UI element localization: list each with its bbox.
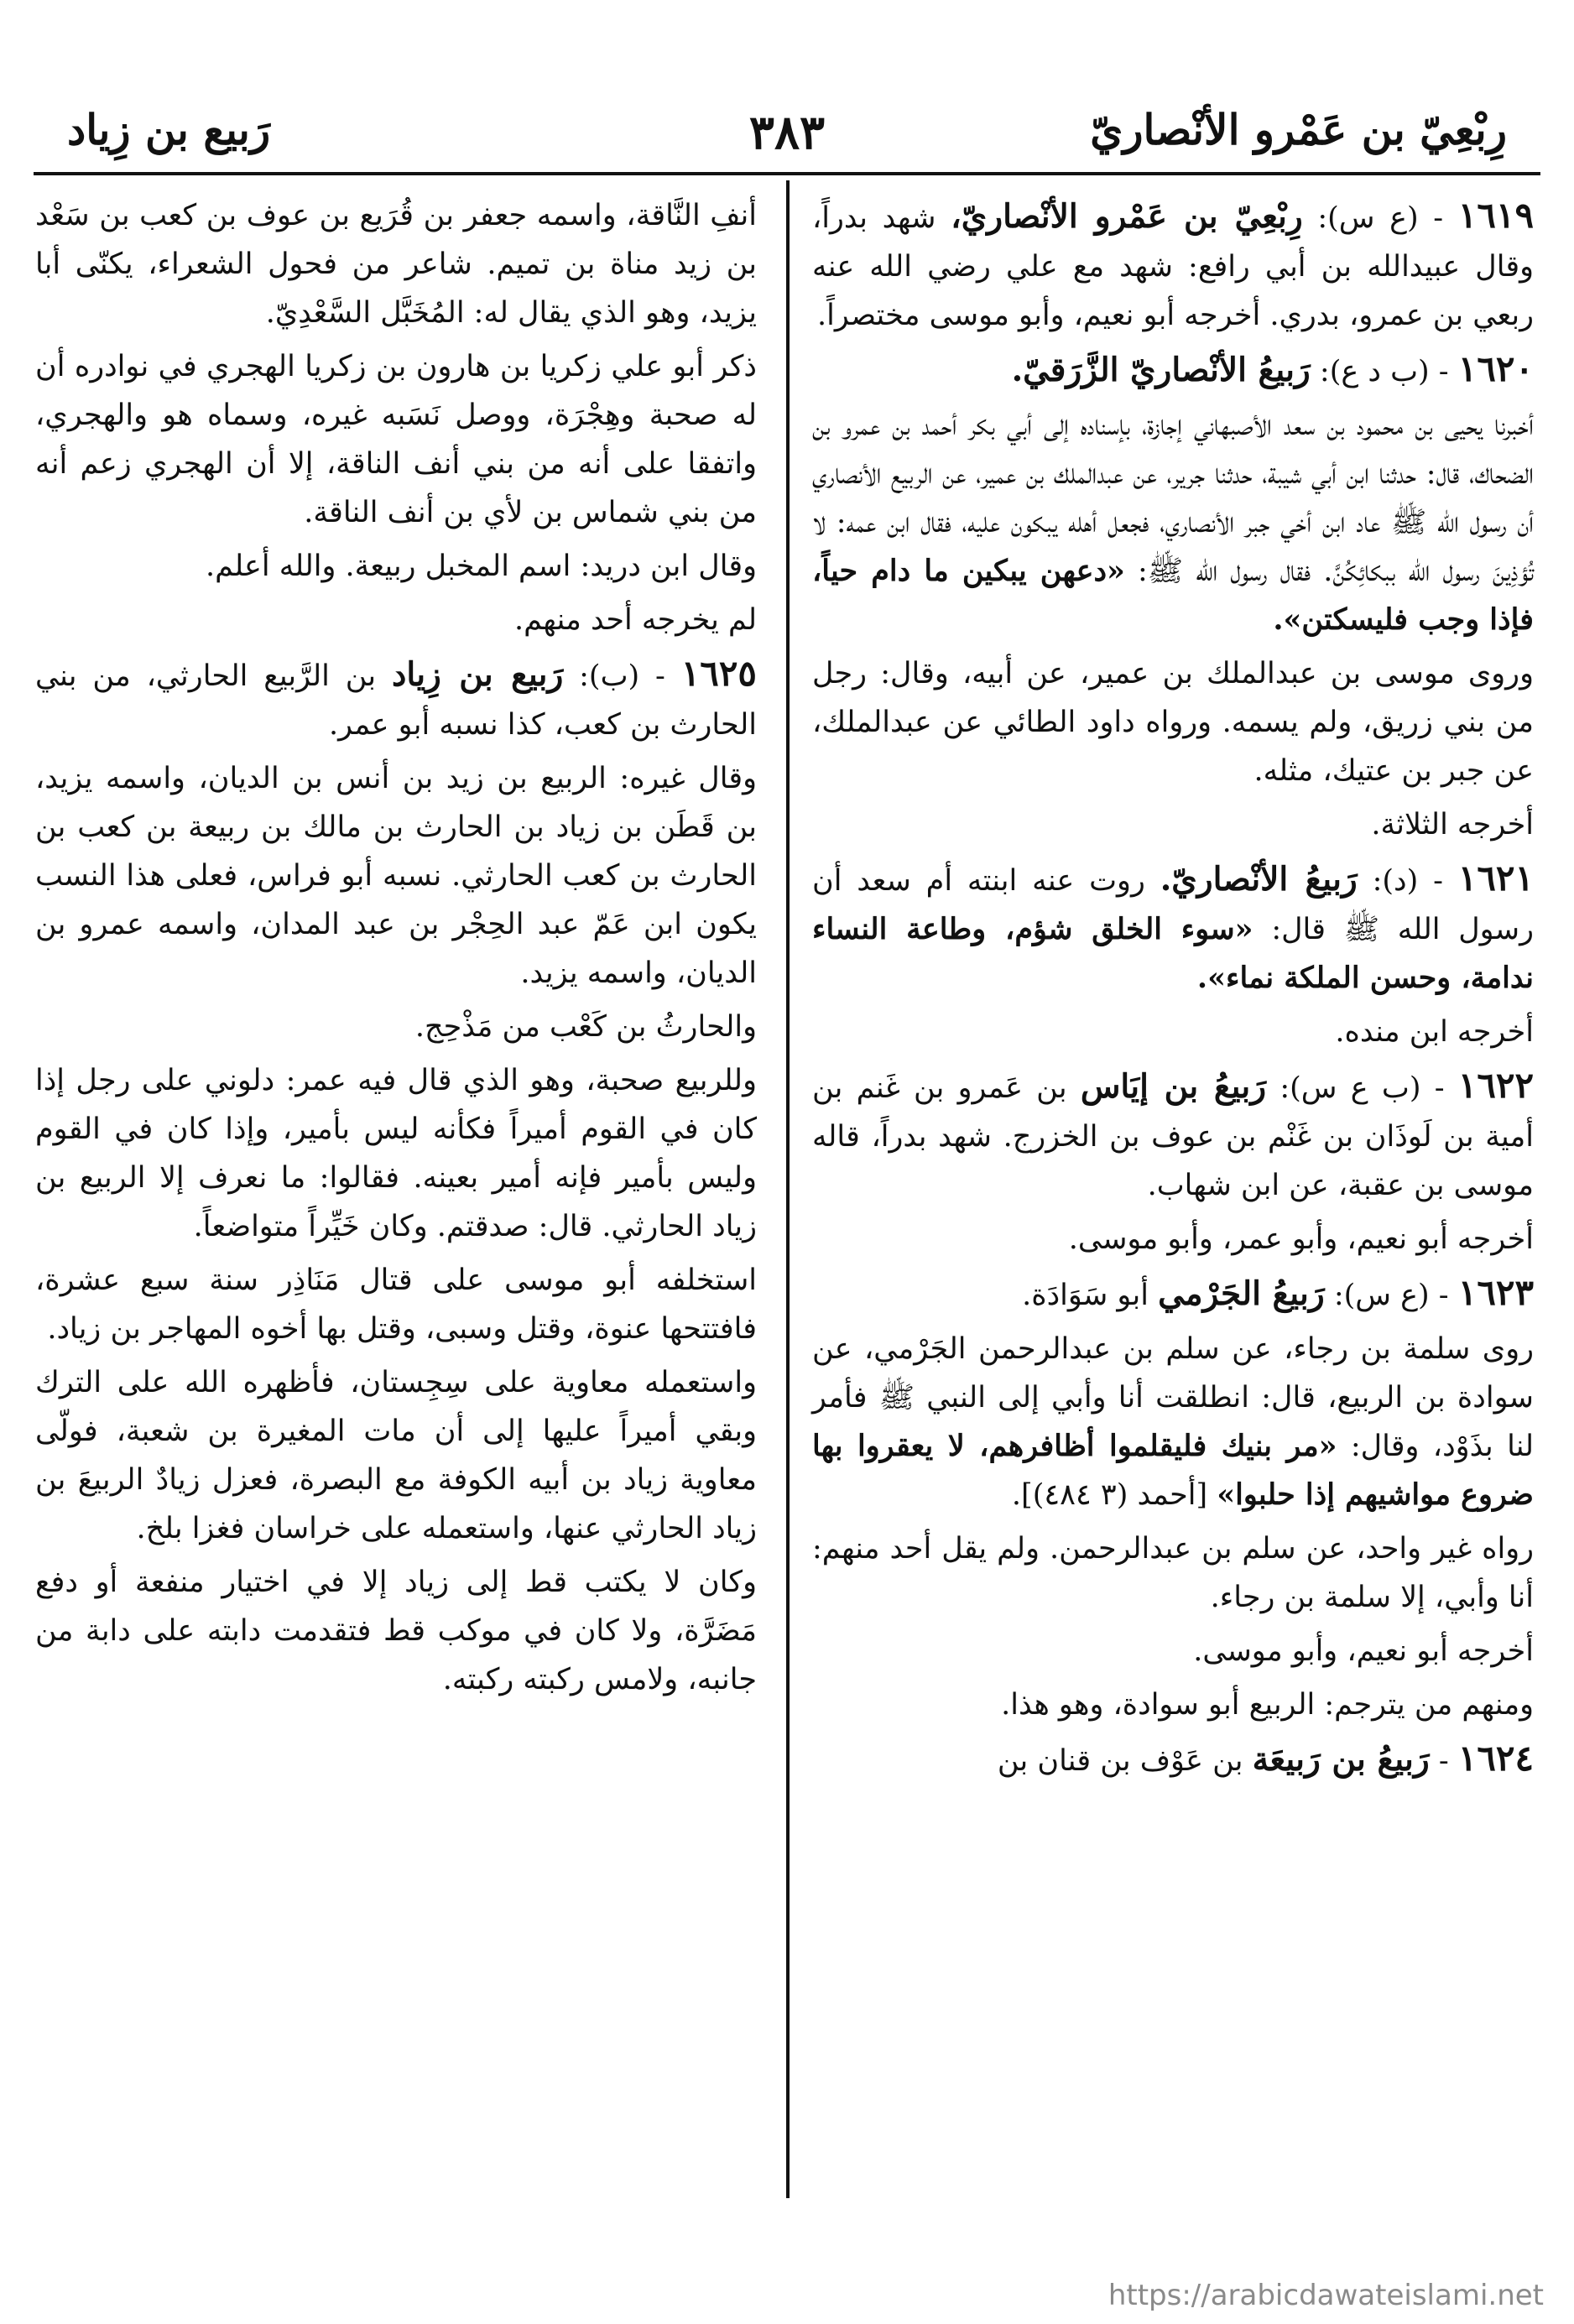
- right-column: [812, 191, 1534, 1790]
- entry-1623: [812, 1269, 1534, 1320]
- paragraph: [35, 342, 757, 537]
- entry-1622: [812, 1061, 1534, 1210]
- paragraph-text: أخرجه أبو نعيم، وأبو موسى.: [1193, 1634, 1534, 1668]
- entry-source-codes: - (ب د ع):: [1310, 355, 1458, 388]
- entry-text: شهد بدراً، وقال عبيدالله بن أبي رافع: شهد مع علي رضي الله عنه ربعي بن عمرو، بدري. أخرجه أبو نعيم، وأبو موسى مختصراً.: [812, 201, 1534, 332]
- entry-number: ١٦٢٥: [680, 653, 757, 694]
- entry-name: رَبيعُ الأنْصاريّ.: [1160, 860, 1358, 899]
- left-column: [35, 191, 757, 1709]
- paragraph-text: أنفِ النَّاقة، واسمه جعفر بن قُرَيع بن عوف بن كعب بن سَعْد بن زيد مناة بن تميم. شاعر من فحول الشعراء، يكنّى أبا يزيد، وهو الذي يقال له: المُخَبَّل السَّعْدِيّ.: [35, 199, 757, 330]
- paragraph-text: وكان لا يكتب قط إلى زياد إلا في اختيار منفعة أو دفع مَضَرَّة، ولا كان في موكب قط فتقدمت دابته على دابة من جانبه، ولامس ركبته ركبته.: [35, 1566, 757, 1696]
- paragraph: [812, 649, 1534, 795]
- entry-number: ١٦٢١: [1457, 857, 1534, 899]
- paragraph-text: وقال ابن دريد: اسم المخبل ربيعة. والله أعلم.: [206, 550, 757, 583]
- paragraph: [35, 1003, 757, 1051]
- entry-source-codes: - (ب ع س):: [1266, 1071, 1458, 1105]
- running-title-left: رَبيع بن زِياد: [67, 105, 271, 154]
- paragraph-text: ومنهم من يترجم: الربيع أبو سوادة، وهو هذا.: [1001, 1688, 1534, 1722]
- entry-source-codes: -: [1429, 1744, 1458, 1778]
- paragraph: [812, 1524, 1534, 1622]
- entry-number: ١٦٢٤: [1457, 1738, 1534, 1779]
- paragraph-text: واستعمله معاوية على سِجِستان، فأظهره الله على الترك وبقي أميراً عليها إلى أن مات المغيرة بن شعبة، فولّى معاوية زياد بن أبيه الكوفة مع البصرة، فعزل زيادٌ الربيعَ بن زياد الحارثي عنها، واستعمله على خراسان فغزا بلخ.: [35, 1366, 757, 1545]
- paragraph-text: وللربيع صحبة، وهو الذي قال فيه عمر: دلوني على رجل إذا كان في القوم أميراً فكأنه ليس بأمير، وإذا كان في القوم وليس بأمير فإنه أمير بعينه. فقالوا: ما نعرف إلا الربيع بن زياد الحارثي. قال: صدقتم. وكان خَيِّراً متواضعاً.: [35, 1064, 757, 1243]
- paragraph: [812, 1680, 1534, 1729]
- paragraph-text: أخرجه أبو نعيم، وأبو عمر، وأبو موسى.: [1068, 1222, 1534, 1256]
- page-number: ٣٨٣: [748, 105, 826, 160]
- paragraph-text: لم يخرجه أحد منهم.: [514, 603, 757, 637]
- paragraph-text: روى سلمة بن رجاء، عن سلم بن عبدالرحمن الجَرْمي، عن سوادة بن الربيع، قال: انطلقت أنا وأبي إلى النبي ﷺ فأمر لنا بذَوْد، وقال:: [812, 1332, 1534, 1463]
- header-rule: [34, 172, 1540, 175]
- entry-name: رَبيعُ الجَرْمي: [1158, 1274, 1325, 1313]
- entry-text: بن عَوْف بن قنان بن: [997, 1744, 1253, 1778]
- entry-number: ١٦٢٢: [1457, 1065, 1534, 1106]
- paragraph-text: وروى موسى بن عبدالملك بن عمير، عن أبيه، وقال: رجل من بني زريق، ولم يسمه. ورواه داود الطائي عن عبدالملك، عن جبر بن عتيك، مثله.: [812, 657, 1534, 788]
- hadith-text: «مر بنيك فليقلموا أظافرهم، لا يعقروا بها ضروع مواشيهم إذا حلبوا»: [812, 1429, 1534, 1512]
- entry-number: ١٦١٩: [1457, 195, 1534, 236]
- watermark-url: https://arabicdawateislami.net: [1108, 2279, 1544, 2312]
- entry-1621: [812, 854, 1534, 1003]
- entry-name: رَبيع بن زِياد: [391, 655, 564, 694]
- paragraph: [812, 800, 1534, 849]
- column-divider: [786, 180, 790, 2198]
- entry-source-codes: - (ب):: [563, 659, 681, 693]
- entry-number: ١٦٢٠: [1457, 348, 1534, 389]
- paragraph: [35, 1558, 757, 1704]
- entry-1620: [812, 345, 1534, 396]
- entry-name: رِبْعِيّ بن عَمْرو الأنْصاريّ،: [951, 197, 1303, 236]
- watermark: [906, 2279, 1544, 2312]
- entry-text: أبو سَوَادَة.: [1022, 1279, 1159, 1312]
- paragraph: [35, 1056, 757, 1251]
- paragraph: [35, 191, 757, 337]
- paragraph: [35, 1256, 757, 1353]
- paragraph-text: وقال غيره: الربيع بن زيد بن أنس بن الديان، واسمه يزيد، بن قَطَن بن زياد بن الحارث بن مالك بن ربيعة بن كعب بن الحارث بن كعب الحارثي. نسبه أبو فراس، فعلى هذا النسب يكون ابن عَمّ عبد الحِجْر بن عبد المدان، واسمه عمرو بن الديان، واسمه يزيد.: [35, 762, 757, 990]
- entry-source-codes: - (ع س):: [1302, 201, 1458, 235]
- paragraph: [812, 401, 1534, 644]
- paragraph-text: أخرجه ابن منده.: [1335, 1015, 1534, 1049]
- paragraph-text: استخلفه أبو موسى على قتال مَنَاذِر سنة سبع عشرة، فافتتحها عنوة، وقتل وسبى، وقتل بها أخوه المهاجر بن زياد.: [35, 1264, 757, 1346]
- entry-source-codes: - (ع س):: [1324, 1279, 1458, 1312]
- hadith-text: «سوء الخلق شؤم، وطاعة النساء ندامة، وحسن الملكة نماء».: [812, 912, 1534, 995]
- paragraph-text: أخرجه الثلاثة.: [1371, 808, 1534, 842]
- reference-text: [أحمد (٣ ٤٨٤)].: [1011, 1478, 1217, 1512]
- hadith-text: «دعهن يبكين ما دام حياً، فإذا وجب فليسكتن».: [812, 554, 1534, 637]
- entry-text: بن الرَّبيع الحارثي، من بني الحارث بن كعب، كذا نسبه أبو عمر.: [35, 659, 757, 742]
- entry-1624: [812, 1734, 1534, 1785]
- entry-text: بن عَمرو بن غَنم بن أمية بن لَوذَان بن غَنْم بن عوف بن الخزرج. شهد بدراً، قاله موسى بن عقبة، عن ابن شهاب.: [812, 1071, 1534, 1202]
- paragraph-text: ذكر أبو علي زكريا بن هارون بن زكريا الهجري في نوادره أن له صحبة وهِجْرَة، ووصل نَسَبه غيره، وسماه هو والهجري، واتفقا على أنه من بني أنف الناقة، إلا أن الهجري زعم أنه من بني شماس بن لأي بن أنف الناقة.: [35, 350, 757, 529]
- paragraph: [812, 1215, 1534, 1264]
- paragraph: [35, 542, 757, 591]
- running-title-right: رِبْعِيّ بن عَمْرو الأنْصاريّ: [1090, 105, 1507, 154]
- entry-name: رَبيعُ الأنْصاريّ الزَّرَقيّ.: [1011, 351, 1311, 389]
- entry-text: روت عنه ابنته أم سعد أن رسول الله ﷺ قال:: [812, 864, 1534, 946]
- entry-1625: [35, 649, 757, 749]
- entry-source-codes: - (د):: [1357, 864, 1458, 898]
- paragraph-text: رواه غير واحد، عن سلم بن عبدالرحمن. ولم يقل أحد منهم: أنا وأبي، إلا سلمة بن رجاء.: [812, 1532, 1534, 1614]
- entry-1619: [812, 191, 1534, 340]
- paragraph: [812, 1325, 1534, 1519]
- entry-name: رَبيعُ بن رَبيعَة: [1252, 1740, 1430, 1779]
- paragraph: [812, 1627, 1534, 1675]
- paragraph: [812, 1008, 1534, 1056]
- entry-number: ١٦٢٣: [1457, 1272, 1534, 1313]
- entry-name: رَبيعُ بن إيَاس: [1080, 1067, 1267, 1106]
- paragraph: [35, 1358, 757, 1553]
- paragraph-text: والحارثُ بن كَعْب من مَذْحِج.: [414, 1010, 757, 1044]
- paragraph: [35, 754, 757, 998]
- paragraph: [35, 596, 757, 644]
- page-header: [42, 105, 1532, 164]
- paragraph-text: أخبرنا يحيى بن محمود بن سعد الأصبهاني إجازة، بإسناده إلى أبي بكر أحمد بن عمرو بن الضحاك، قال: حدثنا ابن أبي شيبة، حدثنا جرير، عن عبدالملك بن عمير، عن الربيع الأنصاري أن رسول الله ﷺ عاد ابن أخي جبر الأنصاري، فجعل أهله يبكون عليه، فقال ابن عمه: لا تُؤذِينَ رسول الله ببكائِكُنَّ. فقال رسول الله ﷺ:: [812, 409, 1535, 588]
